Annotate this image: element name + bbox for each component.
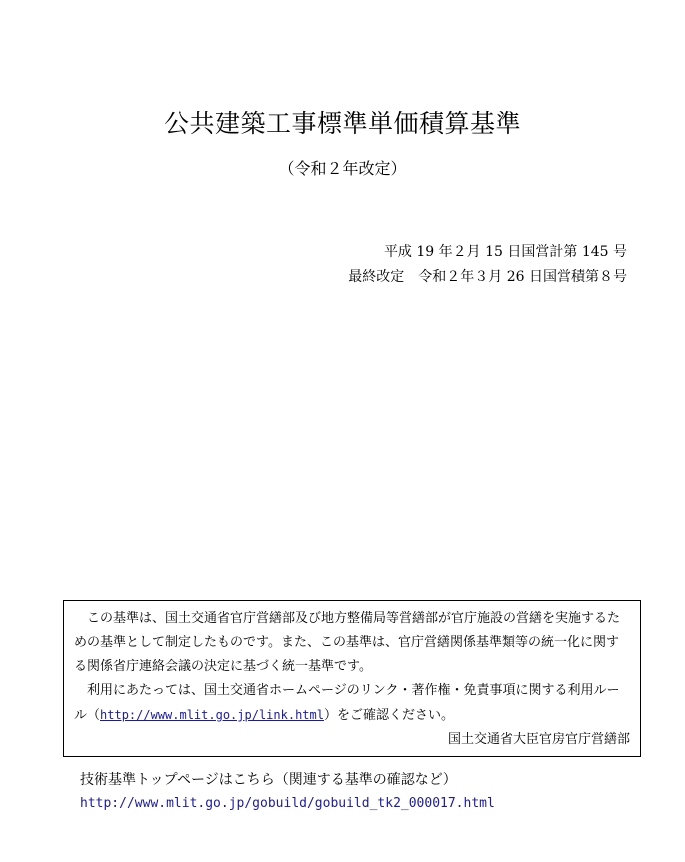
document-subtitle: （令和２年改定） — [278, 159, 407, 178]
notice-paragraph-purpose: この基準は、国土交通省官庁営繕部及び地方整備局等営繕部が官庁施設の営繕を実施するための基準として制定したものです。また、この基準は、官庁営繕関係基準類等の統一化に関する関係省庁連絡会議の決定に基づく統一基準です。 — [74, 611, 621, 674]
notice-usage-text-before: 利用にあたっては、国土交通省ホームページのリンク・著作権・免責事項に関する利用ルール（ — [74, 683, 620, 723]
issuance-line-original: 平成 19 年２月 15 日国営計第 145 号 — [383, 244, 627, 260]
link-rules-link[interactable]: http://www.mlit.go.jp/link.html — [100, 708, 324, 722]
document-title: 公共建築工事標準単価積算基準 — [163, 109, 521, 138]
notice-usage-text-after: ）をご確認ください。 — [323, 708, 454, 723]
notice-paragraph-usage — [74, 679, 630, 728]
notice-signature: 国土交通省大臣官房官庁営繕部 — [447, 732, 630, 747]
issuance-line-revision: 最終改定 令和２年３月 26 日国営積第８号 — [348, 269, 627, 285]
notice-box — [63, 600, 641, 757]
issuance-info — [348, 240, 627, 290]
tech-standards-link[interactable]: http://www.mlit.go.jp/gobuild/gobuild_tk2_000017.html — [80, 796, 495, 811]
tech-standards-heading: 技術基準トップページはこちら（関連する基準の確認など） — [80, 772, 457, 788]
